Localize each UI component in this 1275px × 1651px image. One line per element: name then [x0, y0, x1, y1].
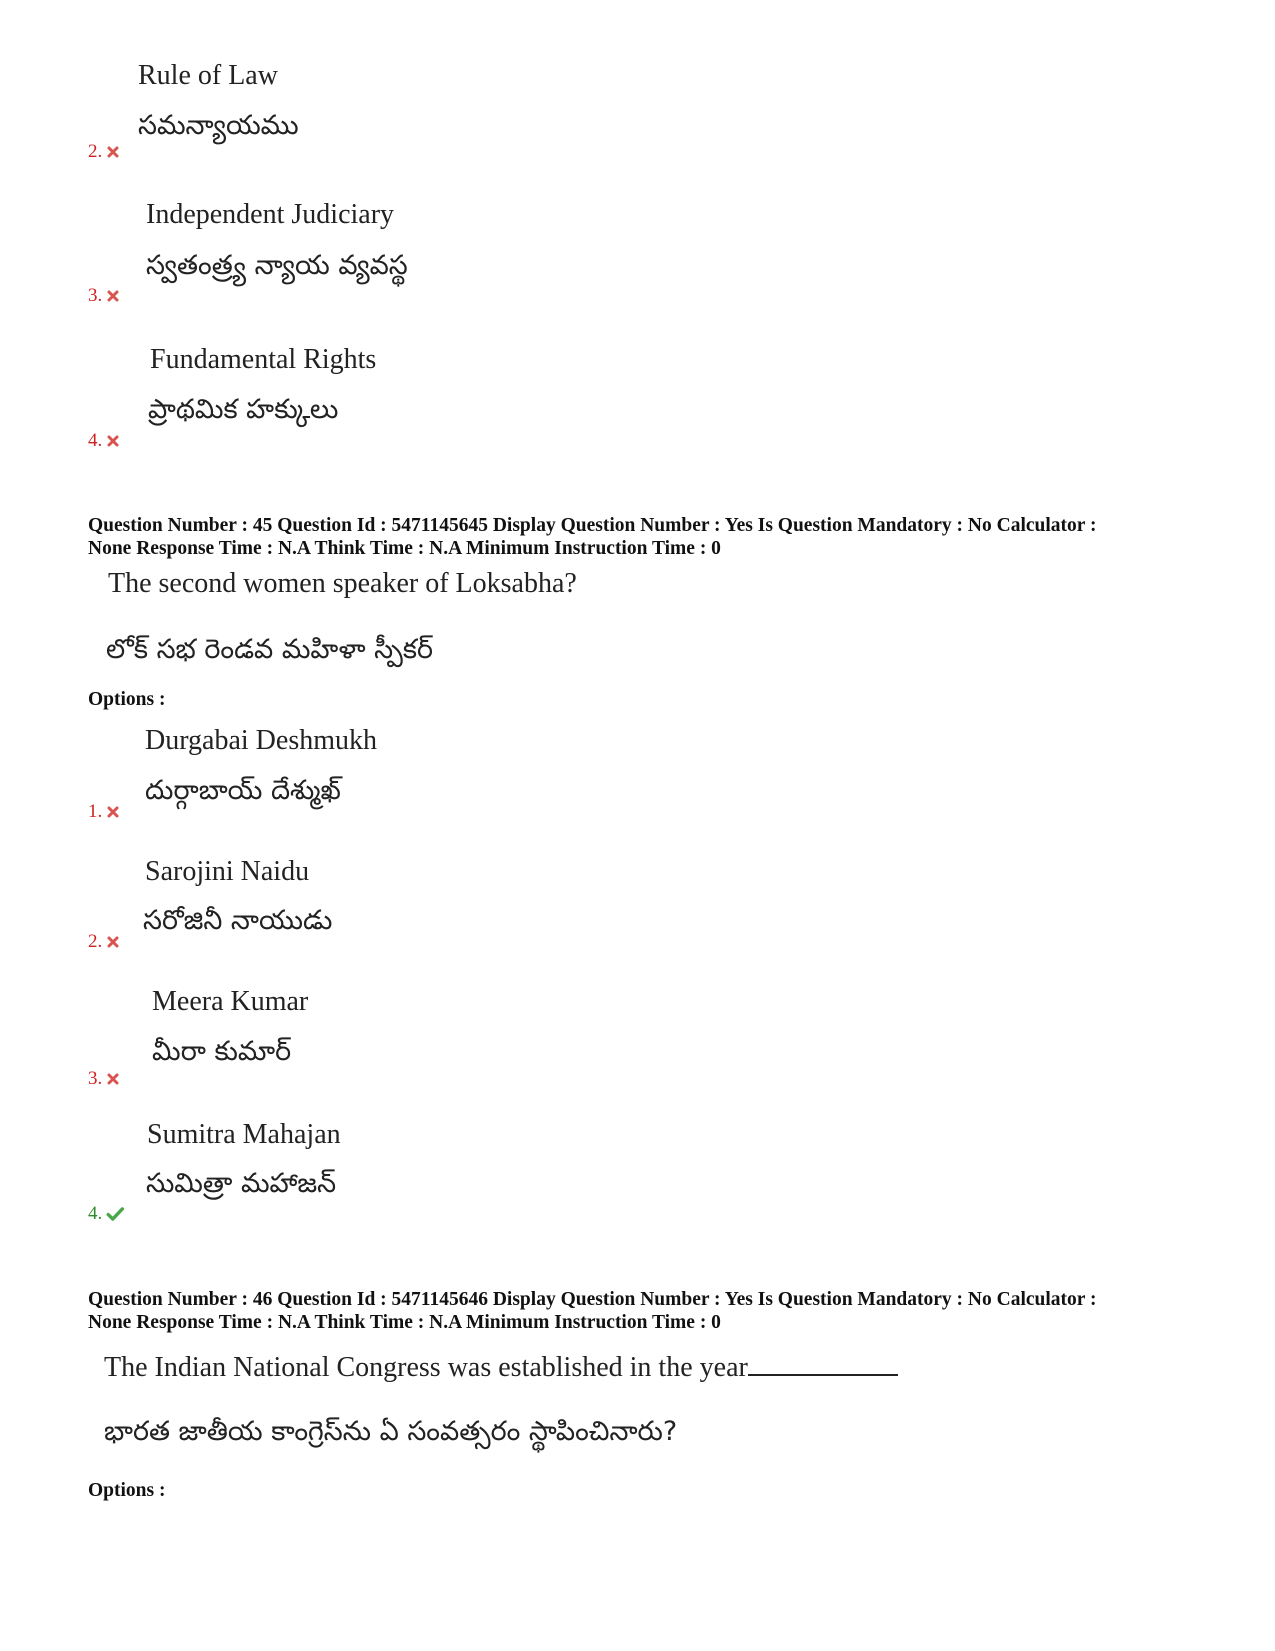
question-46-meta-line2: None Response Time : N.A Think Time : N.A Minimum Instruction Time : 0	[88, 1312, 721, 1333]
option-number: 3.	[88, 1068, 103, 1089]
prev-option-3-number	[88, 285, 120, 307]
cross-icon	[106, 935, 120, 949]
prev-option-3-english: Independent Judiciary	[146, 199, 395, 230]
q45-option-2-english: Sarojini Naidu	[145, 856, 310, 887]
question-46-meta	[88, 1288, 1198, 1334]
prev-option-4-number	[88, 430, 120, 452]
option-number: 1.	[88, 801, 103, 822]
cross-icon	[106, 289, 120, 303]
question-46-text-telugu: భారత జాతీయ కాంగ్రెస్‌ను ఏ సంవత్సరం స్థాపించినారు?	[104, 1416, 678, 1447]
prev-option-4-english: Fundamental Rights	[150, 344, 377, 375]
check-icon	[106, 1206, 124, 1222]
q45-option-4-english: Sumitra Mahajan	[147, 1119, 341, 1150]
question-45-meta	[88, 514, 1198, 560]
q45-option-1-english: Durgabai Deshmukh	[145, 725, 377, 756]
cross-icon	[106, 434, 120, 448]
q45-option-4-number	[88, 1203, 124, 1225]
option-number: 4.	[88, 1203, 103, 1224]
question-45-options-label: Options :	[88, 689, 166, 710]
question-46-text: The Indian National Congress was established in the year	[104, 1352, 748, 1383]
prev-option-2-english: Rule of Law	[138, 60, 278, 91]
q45-option-4-telugu: సుమిత్రా మహాజన్	[146, 1168, 337, 1199]
q45-option-3-english: Meera Kumar	[152, 986, 309, 1017]
question-46-text-english	[104, 1350, 898, 1384]
option-number: 4.	[88, 430, 103, 451]
question-46-options-label: Options :	[88, 1480, 166, 1501]
q45-option-1-number	[88, 801, 120, 823]
question-45-text-telugu: లోక్ సభ రెండవ మహిళా స్పీకర్	[106, 634, 433, 665]
cross-icon	[106, 805, 120, 819]
prev-option-2-telugu: సమన్యాయము	[138, 110, 299, 141]
q45-option-2-number	[88, 931, 120, 953]
prev-option-4-telugu: ప్రాథమిక హక్కులు	[148, 394, 339, 425]
option-number: 2.	[88, 141, 103, 162]
prev-option-2-number	[88, 141, 120, 163]
option-number: 3.	[88, 285, 103, 306]
option-number: 2.	[88, 931, 103, 952]
cross-icon	[106, 1072, 120, 1086]
q45-option-3-telugu: మీరా కుమార్	[152, 1036, 292, 1067]
q45-option-1-telugu: దుర్గాబాయ్ దేశ్ముఖ్	[145, 775, 341, 806]
question-46-meta-line1: Question Number : 46 Question Id : 5471145646 Display Question Number : Yes Is Question Mandatory : No Calculator :	[88, 1289, 1097, 1310]
question-45-text-english: The second women speaker of Loksabha?	[108, 568, 577, 599]
prev-option-3-telugu: స్వతంత్ర్య న్యాయ వ్యవస్థ	[146, 250, 408, 281]
q45-option-3-number	[88, 1068, 120, 1090]
question-45-meta-line2: None Response Time : N.A Think Time : N.A Minimum Instruction Time : 0	[88, 538, 721, 559]
q45-option-2-telugu: సరోజినీ నాయుడు	[143, 905, 333, 936]
cross-icon	[106, 145, 120, 159]
answer-blank	[748, 1350, 898, 1376]
question-45-meta-line1: Question Number : 45 Question Id : 5471145645 Display Question Number : Yes Is Question Mandatory : No Calculator :	[88, 515, 1097, 536]
